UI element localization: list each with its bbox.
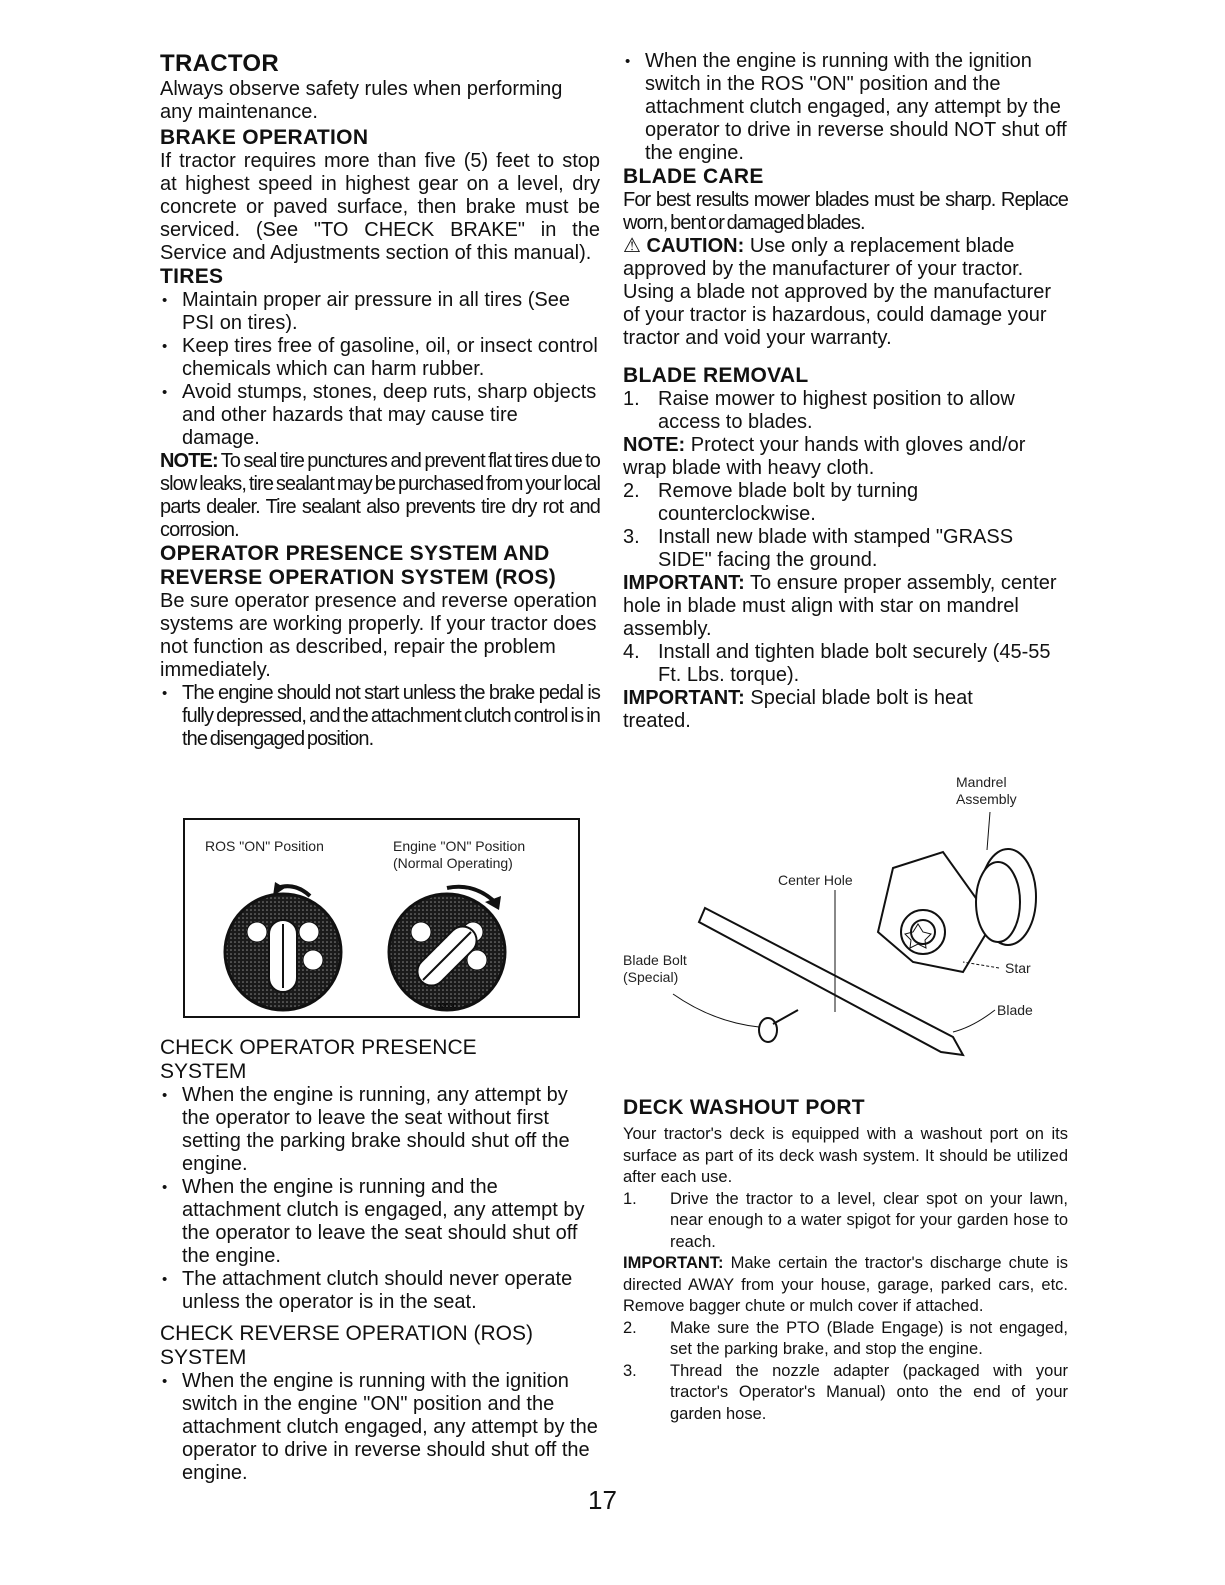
heading-check-operator-presence: CHECK OPERATOR PRESENCE SYSTEM xyxy=(160,1036,477,1083)
blade-removal-step: 1. Raise mower to highest position to allow access to blades. xyxy=(623,388,1015,433)
blade-note: NOTE: Protect your hands with gloves and/or wrap blade with heavy cloth. xyxy=(623,434,1026,479)
warning-triangle-icon: ⚠ xyxy=(623,235,641,257)
deck-text: Your tractor's deck is equipped with a washout port on its surface as part of its deck wash system. It should be utilized after each use. xyxy=(623,1125,1068,1186)
important-heat-treated: IMPORTANT: Special blade bolt is heat treated. xyxy=(623,687,973,732)
label-blade: Blade xyxy=(997,1002,1033,1018)
heading-brake-operation: BRAKE OPERATION xyxy=(160,126,369,149)
caution-paragraph xyxy=(623,235,1068,350)
tractor-text: Always observe safety rules when performing any maintenance. xyxy=(160,78,563,123)
heading-ros-1: OPERATOR PRESENCE SYSTEM AND xyxy=(160,542,550,565)
note-label: NOTE: xyxy=(160,450,218,472)
tires-note xyxy=(160,450,600,542)
label-blade-bolt: Blade Bolt xyxy=(623,952,687,968)
check-ops-bullet: • When the engine is running, any attempt by the operator to leave the seat without first setting the parking brake should shut off the engine. xyxy=(160,1084,600,1176)
check-ros-bullet: • When the engine is running with the ignition switch in the engine "ON" position and the attachment clutch engaged, any attempt by the operator to drive in reverse should shut off the engine. xyxy=(160,1370,600,1485)
deck-step: 2. Make sure the PTO (Blade Engage) is not engaged, set the parking brake, and stop the engine. xyxy=(623,1318,1068,1358)
engine-on-switch-icon xyxy=(389,887,505,1010)
deck-washout-section xyxy=(623,1096,1068,1425)
heading-blade-care: BLADE CARE xyxy=(623,165,764,188)
brake-text: If tractor requires more than five (5) feet to stop at highest speed in highest gear on a level, dry concrete or paved surface, then brake must be serviced. (See "TO CHECK BRAKE" in the Service and Adjustments section of this manual). xyxy=(160,150,600,264)
ros-on-bullet: • When the engine is running with the ignition switch in the ROS "ON" position and the attachment clutch engaged, any attempt by the operator to drive in reverse should NOT shut off the engine. xyxy=(623,50,1068,165)
note-text: To seal tire punctures and prevent flat tires due to slow leaks, tire sealant may be purchased from your local parts dealer. Tire sealant also prevents tire dry rot and corrosion. xyxy=(160,450,601,541)
heading-tires: TIRES xyxy=(160,265,224,288)
ignition-switches-drawing xyxy=(185,820,582,1020)
caution-label: CAUTION: xyxy=(646,235,745,257)
important-assembly: IMPORTANT: To ensure proper assembly, center hole in blade must align with star on mandrel assembly. xyxy=(623,572,1057,640)
heading-ros-2: REVERSE OPERATION SYSTEM (ROS) xyxy=(160,566,556,589)
heading-tractor: TRACTOR xyxy=(160,50,279,77)
tires-bullet: • Maintain proper air pressure in all tires (See PSI on tires). xyxy=(160,289,600,335)
caution-text: Use only a replacement blade approved by the manufacturer of your tractor. Using a blade not approved by the manufacturer of your tractor is hazardous, could damage your tractor and void your warranty. xyxy=(623,235,1052,349)
label-star: Star xyxy=(1005,960,1031,976)
heading-check-ros: CHECK REVERSE OPERATION (ROS) SYSTEM xyxy=(160,1322,533,1369)
deck-step: 1. Drive the tractor to a level, clear spot on your lawn, near enough to a water spigot for your garden hose to reach. xyxy=(623,1189,1068,1251)
blade-removal-step: 3. Install new blade with stamped "GRASS SIDE" facing the ground. xyxy=(623,526,1014,571)
blade-removal-step: 4. Install and tighten blade bolt securely (45-55 Ft. Lbs. torque). xyxy=(623,641,1051,686)
ignition-switch-figure xyxy=(183,818,580,1018)
page-number: 17 xyxy=(588,1485,617,1515)
left-lower xyxy=(160,1036,600,1485)
label-mandrel: Mandrel xyxy=(956,774,1007,790)
label-engine-on: Engine "ON" Position xyxy=(393,838,526,854)
blade-drawing xyxy=(623,772,1063,1072)
figure-code: 02630 xyxy=(437,1003,457,1010)
ros-on-switch-icon xyxy=(225,882,341,1010)
right-column xyxy=(623,50,1068,733)
left-column xyxy=(160,50,600,751)
ros-text: Be sure operator presence and reverse operation systems are working properly. If your tractor does not function as described, repair the problem immediately. xyxy=(160,590,597,681)
deck-important: IMPORTANT: Make certain the tractor's discharge chute is directed AWAY from your house, garage, parked cars, etc. Remove bagger chute or mulch cover if attached. xyxy=(623,1254,1068,1315)
label-special: (Special) xyxy=(623,969,679,985)
ros-bullet: • The engine should not start unless the brake pedal is fully depressed, and the attachment clutch control is in the disengaged position. xyxy=(160,682,600,751)
label-center-hole: Center Hole xyxy=(778,872,853,888)
blade-care-text: For best results mower blades must be sharp. Replace worn, bent or damaged blades. xyxy=(623,189,1068,234)
blade-assembly-figure xyxy=(623,772,1063,1072)
tires-bullet: • Keep tires free of gasoline, oil, or insect control chemicals which can harm rubber. xyxy=(160,335,600,381)
heading-blade-removal: BLADE REMOVAL xyxy=(623,364,809,387)
check-ops-bullet: • When the engine is running and the attachment clutch is engaged, any attempt by the operator to leave the seat should shut off the engine. xyxy=(160,1176,600,1268)
label-assembly: Assembly xyxy=(956,791,1017,807)
heading-deck-washout-port: DECK WASHOUT PORT xyxy=(623,1096,865,1119)
label-normal-operating: (Normal Operating) xyxy=(393,855,513,871)
label-ros-on: ROS "ON" Position xyxy=(205,838,324,854)
deck-step: 3. Thread the nozzle adapter (packaged with your tractor's Operator's Manual) onto the end of your garden hose. xyxy=(623,1361,1068,1423)
tires-bullet: • Avoid stumps, stones, deep ruts, sharp objects and other hazards that may cause tire damage. xyxy=(160,381,600,450)
blade-removal-step: 2. Remove blade bolt by turning counterclockwise. xyxy=(623,480,919,525)
check-ops-bullet: • The attachment clutch should never operate unless the operator is in the seat. xyxy=(160,1268,600,1314)
